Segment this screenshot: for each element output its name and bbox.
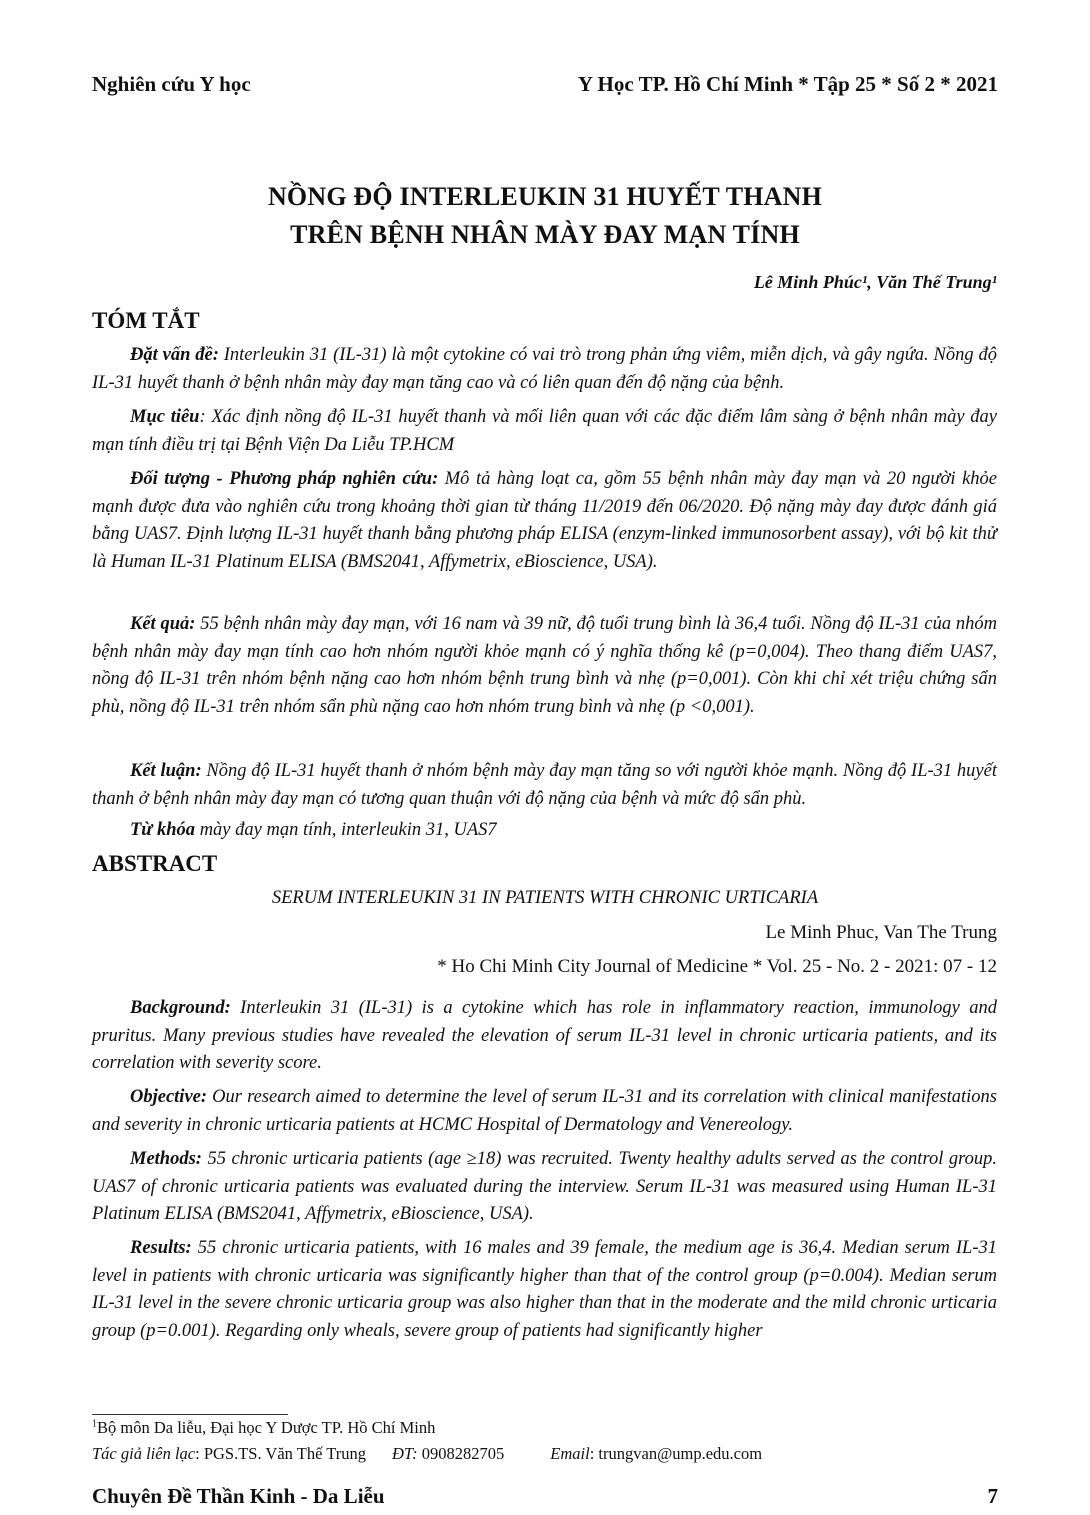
doi-tuong-paragraph: [92, 466, 997, 576]
abstract-heading: ABSTRACT: [92, 851, 218, 876]
phone-number: 0908282705: [417, 1444, 505, 1463]
ket-qua-label: Kết quả:: [130, 614, 196, 634]
ket-luan-paragraph: [92, 758, 997, 813]
footnote-contact: [92, 1444, 762, 1464]
doi-tuong-text: Mô tả hàng loạt ca, gồm 55 bệnh nhân mày đay mạn và 20 người khỏe mạnh được đưa vào nghiên cứu trong khoảng thời gian từ tháng 11/2019 đến 06/2020. Độ nặng mày đay được đánh giá bằng UAS7. Định lượng IL-31 huyết thanh bằng phương pháp ELISA (enzym-linked immunosorbent assay), với bộ kit thử là Human IL-31 Platinum ELISA (BMS2041, Affymetrix, eBioscience, USA).: [92, 469, 997, 572]
contact-name: : PGS.TS. Văn Thế Trung: [195, 1444, 366, 1463]
paper-title-line-1: NỒNG ĐỘ INTERLEUKIN 31 HUYẾT THANH: [267, 182, 823, 211]
contact-label: Tác giả liên lạc: [92, 1444, 196, 1463]
dat-van-de-label: Đặt vấn đề:: [130, 345, 219, 365]
running-header-section: Nghiên cứu Y học: [92, 72, 251, 96]
background-text: Interleukin 31 (IL-31) is a cytokine which has role in inflammatory reaction, immunology and pruritus. Many previous studies have revealed the elevation of serum IL-31 level in chronic urticaria patients, and its correlation with severity score.: [92, 998, 997, 1073]
running-header-journal: Y Học TP. Hồ Chí Minh * Tập 25 * Số 2 * 2021: [577, 72, 998, 96]
background-paragraph: [92, 995, 997, 1078]
objective-text: Our research aimed to determine the level of serum IL-31 and its correlation with clinical manifestations and severity in chronic urticaria patients at HCMC Hospital of Dermatology and Venereology.: [92, 1087, 997, 1135]
muc-tieu-label: Mục tiêu: [130, 407, 200, 427]
phone-label: ĐT:: [391, 1444, 418, 1463]
results-paragraph: [92, 1235, 997, 1345]
footnote-affiliation: [92, 1418, 435, 1438]
tu-khoa-label: Từ khóa: [130, 820, 196, 840]
footnote-rule: [92, 1414, 288, 1415]
running-footer-issue: Chuyên Đề Thần Kinh - Da Liễu: [92, 1484, 385, 1508]
ket-qua-text: 55 bệnh nhân mày đay mạn, với 16 nam và 39 nữ, độ tuổi trung bình là 36,4 tuổi. Nồng độ IL-31 của nhóm bệnh nhân mày đay mạn tính cao hơn nhóm người khỏe mạnh có ý nghĩa thống kê (p=0,004). Theo thang điểm UAS7, nồng độ IL-31 trên nhóm bệnh nặng cao hơn nhóm bệnh trung bình và nhẹ (p=0,001). Còn khi chỉ xét triệu chứng sẩn phù, nồng độ IL-31 trên nhóm sẩn phù nặng cao hơn nhóm trung bình và nhẹ (p <0,001).: [92, 614, 997, 717]
email-label: Email: [550, 1444, 590, 1463]
ket-qua-paragraph: [92, 611, 997, 721]
dat-van-de-text: Interleukin 31 (IL-31) là một cytokine có vai trò trong phản ứng viêm, miễn dịch, và gây ngứa. Nồng độ IL-31 huyết thanh ở bệnh nhân mày đay mạn tăng cao và có liên quan đến độ nặng của bệnh.: [92, 345, 998, 393]
methods-text: 55 chronic urticaria patients (age ≥18) was recruited. Twenty healthy adults served as the control group. UAS7 of chronic urticaria patients was evaluated during the interview. Serum IL-31 was measured using Human IL-31 Platinum ELISA (BMS2041, Affymetrix, eBioscience, USA).: [92, 1149, 997, 1224]
muc-tieu-paragraph: [92, 404, 997, 459]
results-text: 55 chronic urticaria patients, with 16 males and 39 female, the medium age is 36,4. Median serum IL-31 level in patients with chronic urticaria was significantly higher than that of the control group (p=0.004). Median serum IL-31 level in the severe chronic urticaria group was also higher than that in the moderate and the mild chronic urticaria group (p=0.001). Regarding only wheals, severe group of patients had significantly higher: [92, 1238, 997, 1341]
results-label: Results:: [130, 1238, 192, 1258]
english-title: SERUM INTERLEUKIN 31 IN PATIENTS WITH CHRONIC URTICARIA: [271, 888, 819, 908]
doi-tuong-label: Đối tượng - Phương pháp nghiên cứu:: [130, 469, 439, 489]
objective-paragraph: [92, 1084, 997, 1139]
tu-khoa-text: mày đay mạn tính, interleukin 31, UAS7: [195, 820, 497, 840]
tom-tat-heading: TÓM TẮT: [92, 308, 200, 333]
journal-citation: * Ho Chi Minh City Journal of Medicine * Vol. 25 - No. 2 - 2021: 07 - 12: [437, 956, 997, 977]
affiliation-mark: 1: [92, 1418, 97, 1430]
methods-paragraph: [92, 1146, 997, 1229]
ket-luan-label: Kết luận:: [130, 761, 202, 781]
affiliation-text: Bộ môn Da liễu, Đại học Y Dược TP. Hồ Chí Minh: [97, 1418, 436, 1437]
authors-vietnamese: Lê Minh Phúc¹, Văn Thế Trung¹: [753, 272, 997, 292]
page-number: 7: [987, 1484, 998, 1508]
ket-luan-text: Nồng độ IL-31 huyết thanh ở nhóm bệnh mày đay mạn tăng so với người khỏe mạnh. Nồng độ IL-31 huyết thanh ở bệnh nhân mày đay mạn có tương quan thuận với độ nặng của bệnh và mức độ sẩn phù.: [92, 761, 997, 809]
objective-label: Objective:: [130, 1087, 208, 1107]
english-authors: Le Minh Phuc, Van The Trung: [765, 922, 997, 943]
muc-tieu-text: : Xác định nồng độ IL-31 huyết thanh và mối liên quan với các đặc điểm lâm sàng ở bệnh nhân mày đay mạn tính điều trị tại Bệnh Viện Da Liễu TP.HCM: [92, 407, 998, 455]
email-address: : trungvan@ump.edu.com: [589, 1444, 763, 1463]
dat-van-de-paragraph: [92, 342, 997, 397]
paper-title-line-2: TRÊN BỆNH NHÂN MÀY ĐAY MẠN TÍNH: [290, 220, 800, 249]
methods-label: Methods:: [130, 1149, 202, 1169]
tu-khoa-paragraph: [92, 817, 997, 845]
background-label: Background:: [130, 998, 231, 1018]
